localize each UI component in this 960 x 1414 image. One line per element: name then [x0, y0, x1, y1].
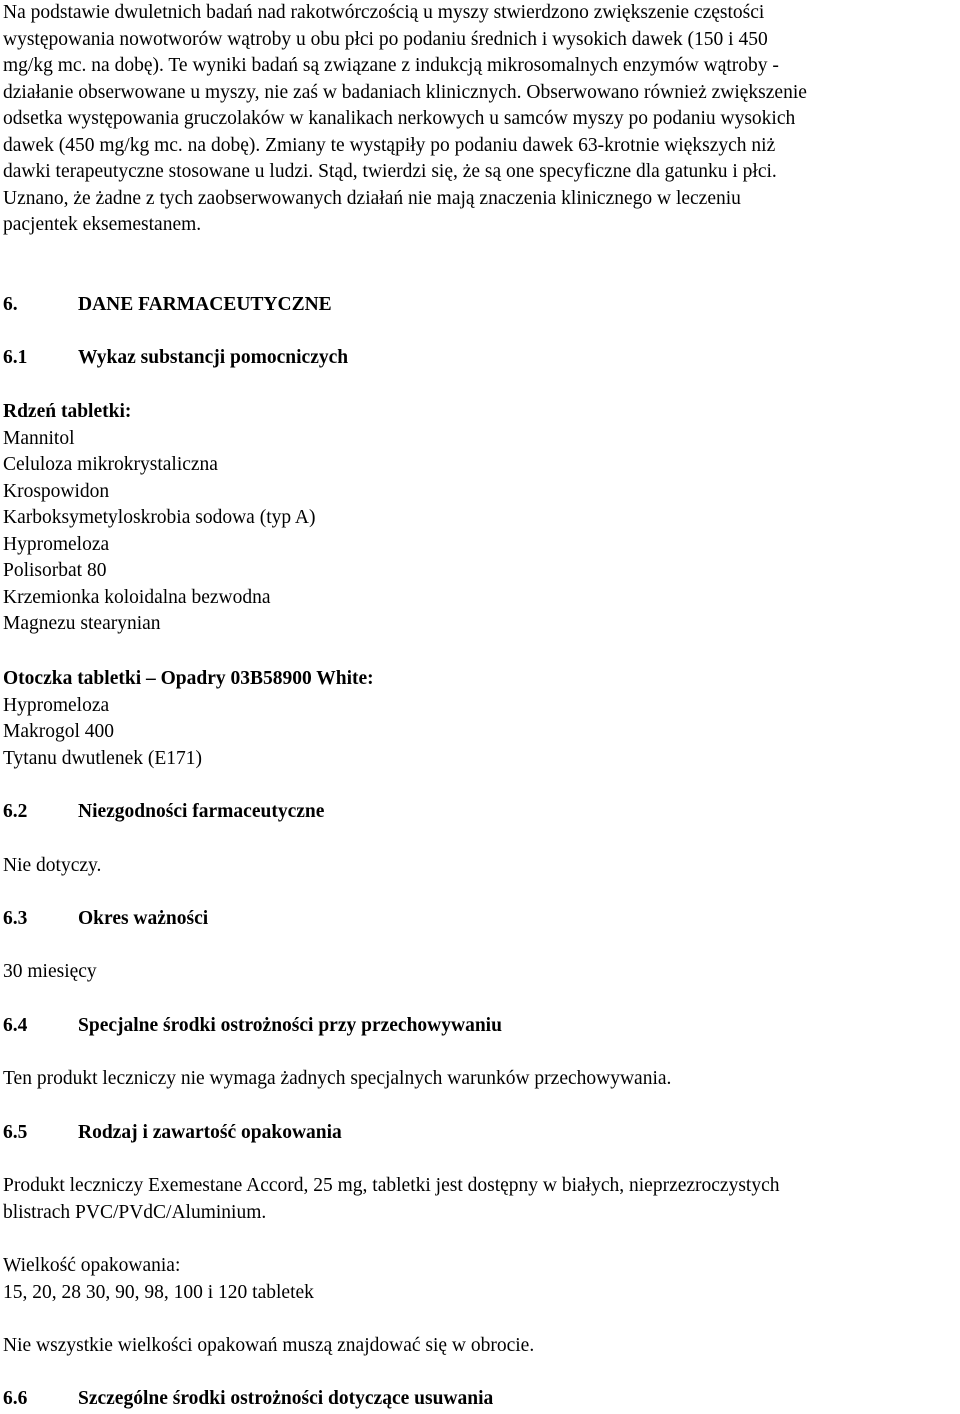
core-heading: Rdzeń tabletki: — [3, 401, 132, 422]
section-title: Niezgodności farmaceutyczne — [78, 801, 325, 822]
coating-heading: Otoczka tabletki – Opadry 03B58900 White: — [3, 668, 374, 689]
section-6-2-text — [3, 853, 958, 880]
body-text: blistrach PVC/PVdC/Aluminium. — [3, 1201, 267, 1223]
pack-size-values: 15, 20, 28 30, 90, 98, 100 i 120 tabletek — [3, 1281, 314, 1303]
intro-paragraph — [3, 0, 958, 239]
body-text: Nie dotyczy. — [3, 855, 102, 876]
section-number: 6.3 — [3, 908, 28, 929]
section-number: 6.4 — [3, 1015, 28, 1036]
intro-line: odsetka występowania gruczolaków w kanalikach nerkowych u samców myszy po podaniu wysokich — [3, 108, 796, 129]
section-6-heading — [3, 292, 958, 319]
section-6-5-note — [3, 1333, 958, 1360]
intro-line: występowania nowotworów wątroby u obu płci po podaniu średnich i wysokich dawek (150 i 450 — [3, 28, 768, 50]
list-item: Krospowidon — [3, 480, 110, 502]
list-item: Krzemionka koloidalna bezwodna — [3, 586, 271, 608]
list-item: Celuloza mikrokrystaliczna — [3, 454, 218, 475]
intro-line: mg/kg mc. na dobę). Te wyniki badań są związane z indukcją mikrosomalnych enzymów wątroby - — [3, 55, 779, 76]
section-6-3-text — [3, 959, 958, 986]
intro-line: Uznano, że żadne z tych zaobserwowanych działań nie mają znaczenia klinicznego w leczeniu — [3, 187, 741, 209]
intro-line: pacjentek eksemestanem. — [3, 214, 202, 235]
list-item: Polisorbat 80 — [3, 560, 107, 581]
list-item: Mannitol — [3, 427, 75, 449]
pack-size-label: Wielkość opakowania: — [3, 1255, 181, 1276]
section-title: Wykaz substancji pomocniczych — [78, 347, 349, 368]
section-6-6-heading — [3, 1386, 958, 1413]
section-number: 6.5 — [3, 1122, 28, 1143]
coating-excipients — [3, 666, 958, 772]
list-item: Karboksymetyloskrobia sodowa (typ A) — [3, 507, 316, 528]
body-text: 30 miesięcy — [3, 961, 97, 982]
section-6-5-text — [3, 1173, 958, 1226]
section-6-4-heading — [3, 1013, 958, 1040]
section-6-5-heading — [3, 1120, 958, 1147]
body-text: Produkt leczniczy Exemestane Accord, 25 mg, tabletki jest dostępny w białych, nieprzezroczystych — [3, 1175, 780, 1196]
body-text: Ten produkt leczniczy nie wymaga żadnych specjalnych warunków przechowywania. — [3, 1068, 672, 1089]
section-title: DANE FARMACEUTYCZNE — [78, 294, 332, 315]
intro-line: dawki terapeutyczne stosowane u ludzi. Stąd, twierdzi się, że są one specyficzne dla gatunku i płci. — [3, 161, 777, 182]
pack-sizes — [3, 1253, 958, 1306]
list-item: Tytanu dwutlenek (E171) — [3, 747, 202, 769]
section-title: Okres ważności — [78, 908, 209, 929]
section-title: Szczególne środki ostrożności dotyczące usuwania — [78, 1388, 494, 1409]
intro-line: Na podstawie dwuletnich badań nad rakotwórczością u myszy stwierdzono zwiększenie częstości — [3, 2, 765, 23]
list-item: Makrogol 400 — [3, 721, 115, 742]
section-number: 6.2 — [3, 801, 28, 822]
core-excipients — [3, 399, 958, 638]
section-number: 6.1 — [3, 347, 28, 368]
section-title: Rodzaj i zawartość opakowania — [78, 1122, 342, 1143]
body-text: Nie wszystkie wielkości opakowań muszą znajdować się w obrocie. — [3, 1335, 535, 1356]
list-item: Hypromeloza — [3, 533, 110, 555]
intro-line: działanie obserwowane u myszy, nie zaś w badaniach klinicznych. Obserwowano również zwiększenie — [3, 81, 807, 103]
section-6-2-heading — [3, 799, 958, 826]
section-title: Specjalne środki ostrożności przy przechowywaniu — [78, 1015, 502, 1036]
section-6-1-heading — [3, 345, 958, 372]
list-item: Magnezu stearynian — [3, 613, 161, 634]
list-item: Hypromeloza — [3, 694, 110, 716]
section-number: 6. — [3, 294, 18, 315]
section-number: 6.6 — [3, 1388, 28, 1409]
section-6-3-heading — [3, 906, 958, 933]
intro-line: dawek (450 mg/kg mc. na dobę). Zmiany te wystąpiły po podaniu dawek 63-krotnie większych niż — [3, 134, 776, 156]
section-6-4-text — [3, 1066, 958, 1093]
